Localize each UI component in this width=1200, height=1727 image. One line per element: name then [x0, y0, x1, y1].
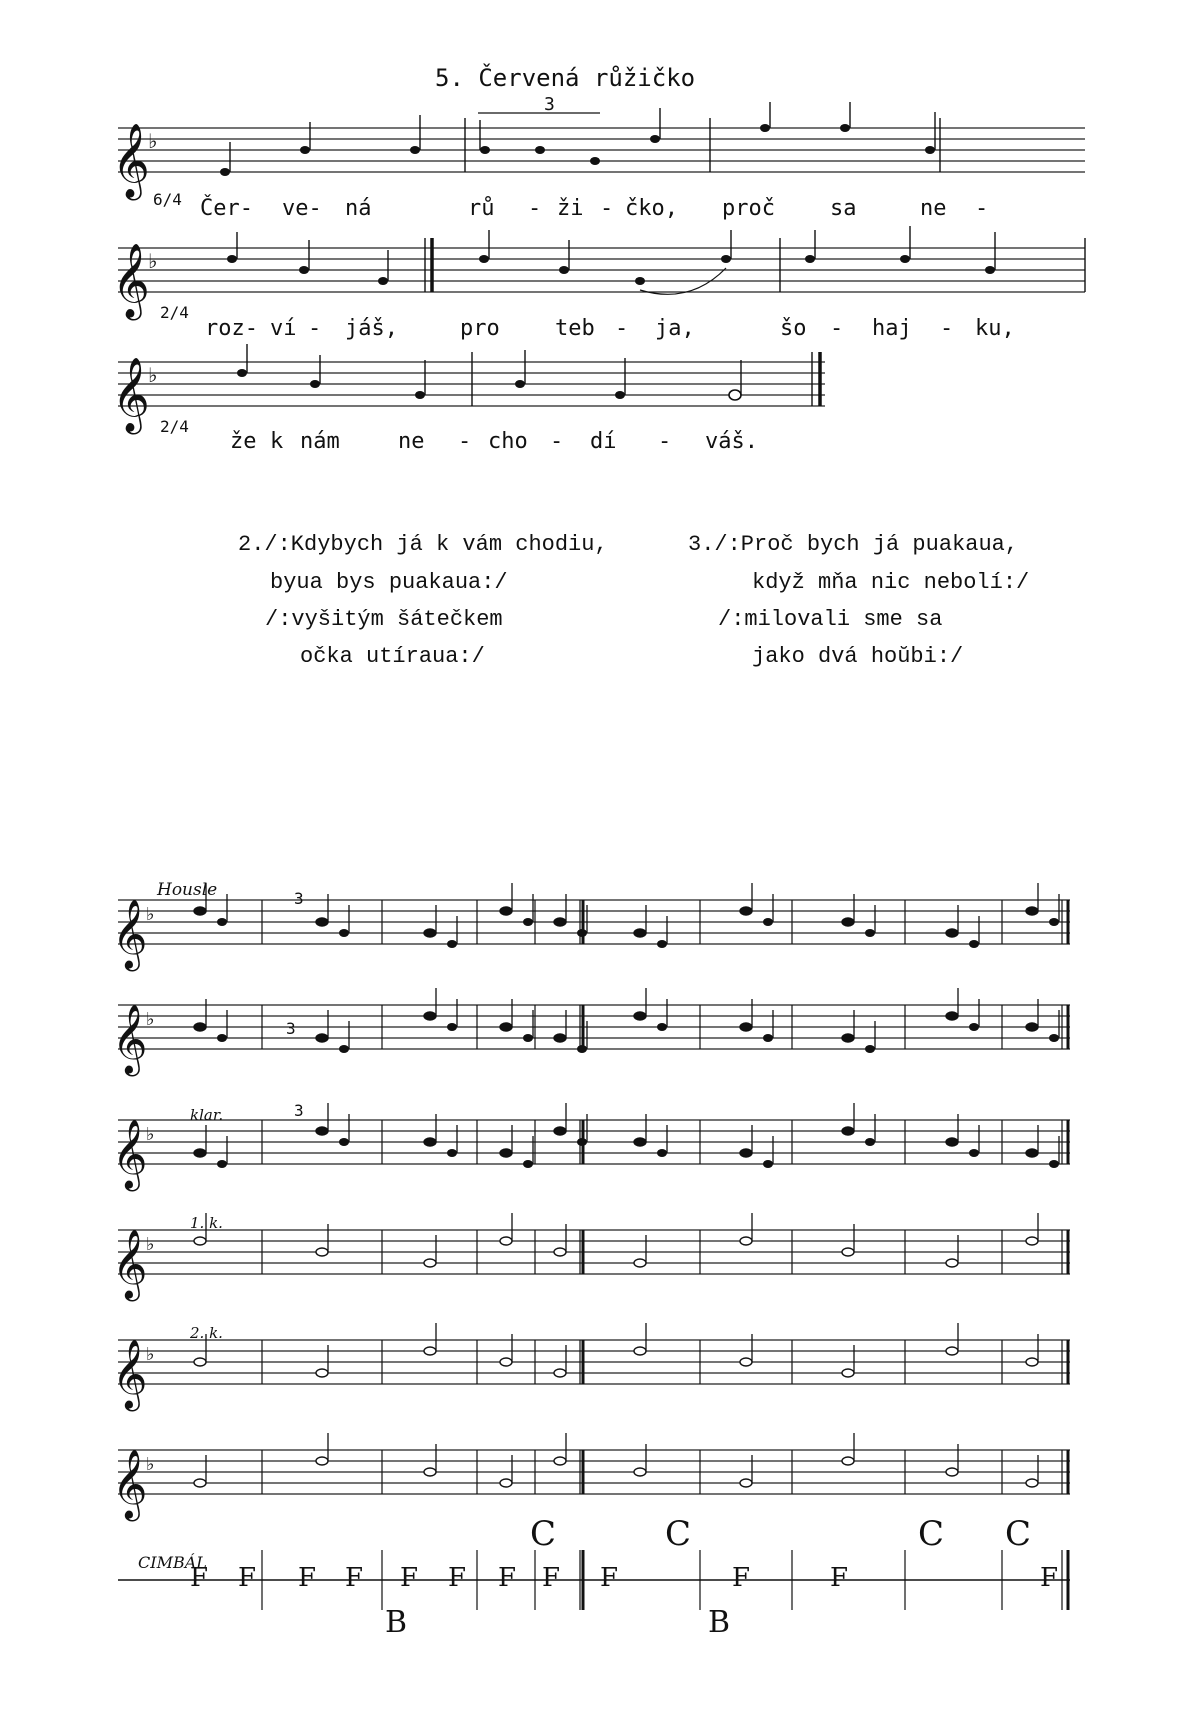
svg-text:-: - [308, 316, 322, 341]
svg-text:-: - [940, 316, 954, 341]
svg-text:haj: haj [872, 316, 912, 341]
svg-text:k: k [270, 429, 284, 454]
svg-text:-: - [658, 429, 672, 454]
svg-text:-: - [550, 429, 564, 454]
lyrics-line-2 [205, 316, 1015, 341]
cimbal-chord: F [345, 1563, 364, 1593]
flat-icon: ♭ [146, 1124, 155, 1145]
cimbal-chord: C [530, 1514, 557, 1554]
flat-icon: ♭ [146, 1454, 155, 1475]
svg-text:-: - [458, 429, 472, 454]
svg-text:2./:Kdybych já k vám chodiu,: 2./:Kdybych já k vám chodiu, [238, 532, 608, 557]
cimbal-chord: F [400, 1563, 419, 1593]
svg-text:ne: ne [398, 429, 425, 454]
time-signature: 6/4 [153, 190, 182, 209]
svg-text:-: - [600, 196, 614, 221]
melody-notes-3 [237, 344, 741, 400]
flat-icon: ♭ [146, 904, 155, 925]
treble-clef-icon: 𝄞 [112, 358, 150, 432]
treble-clef-icon: 𝄞 [112, 1339, 148, 1409]
triplet-mark: 3 [294, 889, 304, 908]
cimbal-chords [190, 1514, 1058, 1640]
svg-text:jáš,: jáš, [345, 316, 398, 341]
flat-icon: ♭ [148, 363, 158, 387]
svg-text:očka utíraua:/: očka utíraua:/ [300, 644, 485, 669]
svg-text:že: že [230, 429, 257, 454]
melody-staff-1 [112, 94, 1085, 209]
cimbal-chord: F [298, 1563, 317, 1593]
treble-clef-icon: 𝄞 [112, 899, 148, 969]
lyrics-line-1 [200, 195, 988, 221]
svg-text:čko,: čko, [625, 196, 678, 221]
cimbal-chord: F [600, 1563, 619, 1593]
svg-text:/:milovali sme sa: /:milovali sme sa [718, 607, 943, 632]
cimbal-chord: C [918, 1514, 945, 1554]
treble-clef-icon: 𝄞 [112, 1449, 148, 1519]
flat-icon: ♭ [148, 249, 158, 273]
flat-icon: ♭ [146, 1344, 155, 1365]
svg-text:sa: sa [830, 196, 857, 221]
time-signature: 2/4 [160, 417, 189, 436]
svg-text:jako dvá hoŭbi:/: jako dvá hoŭbi:/ [752, 644, 964, 669]
cimbal-bass: B [385, 1605, 408, 1640]
svg-text:3./:Proč bych já puakaua,: 3./:Proč bych já puakaua, [688, 532, 1019, 557]
song-title: 5. Červená růžičko [435, 64, 696, 92]
triplet-mark: 3 [294, 1101, 304, 1120]
svg-text:-: - [615, 316, 629, 341]
cimbal-chord: F [498, 1563, 517, 1593]
svg-text:ja,: ja, [655, 316, 695, 341]
cimbal-bass: B [708, 1605, 731, 1640]
triplet-mark: 3 [286, 1019, 296, 1038]
svg-text:pro: pro [460, 316, 500, 341]
svg-text:ví: ví [270, 316, 297, 341]
svg-text:šo: šo [780, 316, 807, 341]
svg-text:ne: ne [920, 196, 947, 221]
treble-clef-icon: 𝄞 [112, 244, 150, 318]
verse-2 [238, 532, 608, 669]
svg-text:teb: teb [555, 316, 595, 341]
svg-text:váš.: váš. [705, 429, 758, 454]
instrument-label-clarinet: klar. [190, 1106, 224, 1124]
lyrics-line-3 [230, 429, 758, 454]
svg-text:když mňa nic nebolí:/: když mňa nic nebolí:/ [752, 570, 1030, 595]
svg-text:rů: rů [468, 196, 495, 221]
treble-clef-icon: 𝄞 [112, 124, 150, 198]
cimbal-chord: C [1005, 1514, 1032, 1554]
cimbal-chord: F [1040, 1563, 1059, 1593]
cimbal-chord: C [665, 1514, 692, 1554]
cimbal-chord: F [190, 1563, 209, 1593]
svg-text:cho: cho [488, 429, 528, 454]
melody-staff-2 [112, 226, 1085, 322]
svg-text:dí: dí [590, 429, 617, 454]
svg-text:byua bys puakaua:/: byua bys puakaua:/ [270, 570, 508, 595]
flat-icon: ♭ [146, 1009, 155, 1030]
svg-text:roz-: roz- [205, 316, 258, 341]
instrument-label-violin: Housle [157, 880, 218, 900]
svg-text:proč: proč [722, 196, 775, 221]
cimbal-chord: F [448, 1563, 467, 1593]
cimbal-chord: F [830, 1563, 849, 1593]
svg-text:ná: ná [345, 196, 372, 221]
instrument-label-1k: 1. k. [190, 1214, 223, 1232]
svg-text:/:vyšitým šátečkem: /:vyšitým šátečkem [265, 607, 503, 632]
treble-clef-icon: 𝄞 [112, 1119, 148, 1189]
cimbal-chord: F [732, 1563, 751, 1593]
arrangement-score [112, 883, 1070, 1610]
flat-icon: ♭ [146, 1234, 155, 1255]
time-signature: 2/4 [160, 303, 189, 322]
triplet-mark: 3 [544, 94, 555, 115]
svg-text:ve-: ve- [282, 196, 322, 221]
svg-text:ži: ži [557, 196, 584, 221]
cimbal-chord: F [542, 1563, 561, 1593]
instrument-label-2k: 2. k. [190, 1324, 223, 1342]
treble-clef-icon: 𝄞 [112, 1004, 148, 1074]
melody-notes-2 [227, 226, 995, 294]
instrument-label-cimbal: CIMBÁL [138, 1553, 207, 1572]
svg-text:ku,: ku, [975, 316, 1015, 341]
svg-text:-: - [975, 196, 989, 221]
svg-text:nám: nám [300, 429, 340, 454]
melody-staff-3 [112, 344, 825, 436]
flat-icon: ♭ [148, 129, 158, 153]
svg-text:Čer-: Čer- [200, 196, 253, 221]
cimbal-chord: F [238, 1563, 257, 1593]
svg-text:-: - [830, 316, 844, 341]
verse-3 [688, 532, 1029, 669]
treble-clef-icon: 𝄞 [112, 1229, 148, 1299]
svg-text:-: - [528, 196, 542, 221]
